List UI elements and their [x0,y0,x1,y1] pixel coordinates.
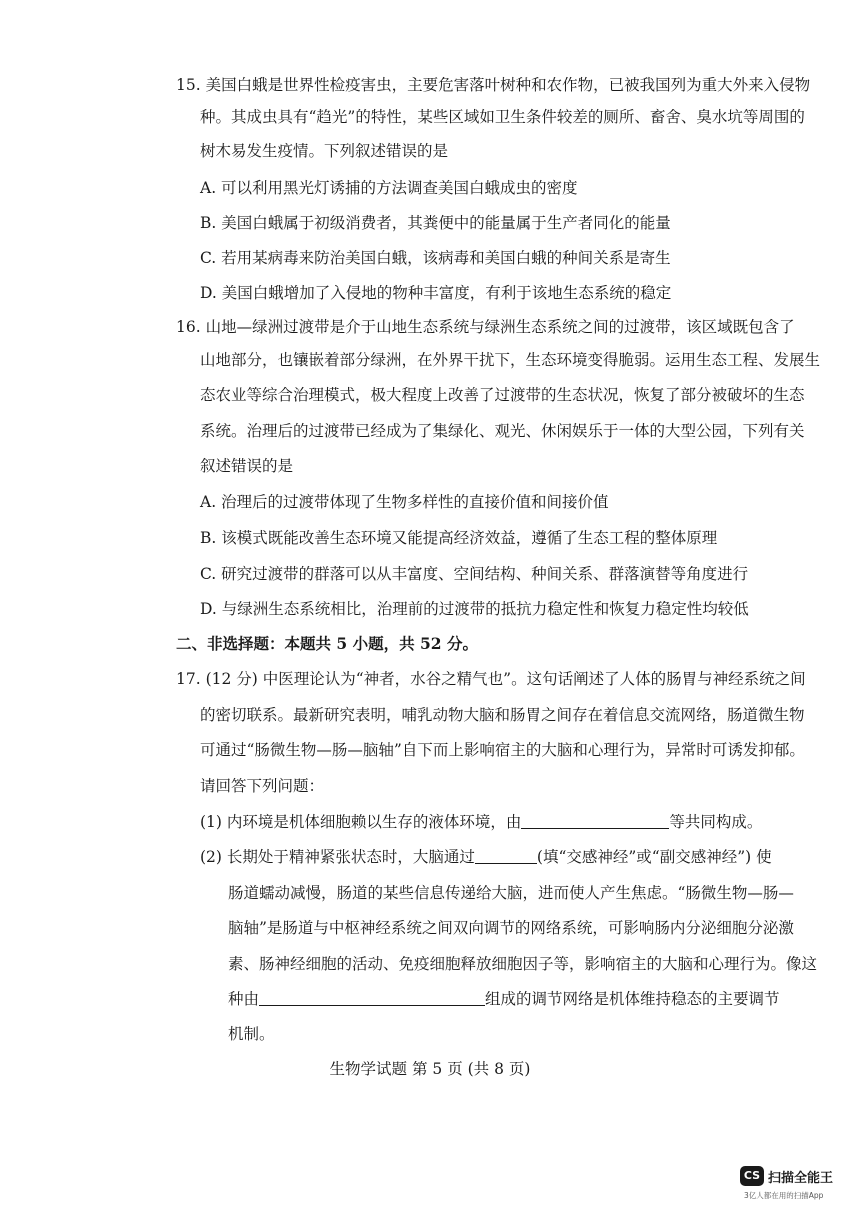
q17-part-2-line-1 [200,846,772,868]
q17-p1-text-after: 等共同构成。 [669,813,763,831]
q15-option-d: D. 美国白蛾增加了入侵地的物种丰富度，有利于该地生态系统的稳定 [200,284,672,302]
q17-part-2-line-5 [228,988,780,1010]
q17-line-2: 的密切联系。最新研究表明，哺乳动物大脑和肠胃之间存在着信息交流网络，肠道微生物 [200,706,805,724]
q16-option-b: B. 该模式既能改善生态环境又能提高经济效益，遵循了生态工程的整体原理 [200,529,718,547]
watermark-app-name: 扫描全能王 [768,1171,834,1186]
q16-line-1: 16. 山地—绿洲过渡带是介于山地生态系统与绿洲生态系统之间的过渡带，该区域既包含了 [176,318,795,336]
q17-p2-l5-before: 种由 [228,990,260,1008]
q16-line-5: 叙述错误的是 [200,457,294,475]
q16-line-3: 态农业等综合治理模式，极大程度上改善了过渡带的生态状况，恢复了部分被破坏的生态 [200,386,805,404]
page-footer: 生物学试题 第 5 页 (共 8 页) [329,1060,531,1078]
q17-p2-text-before: (2) 长期处于精神紧张状态时，大脑通过 [200,848,475,866]
q15-line-3: 树木易发生疫情。下列叙述错误的是 [200,142,449,160]
q17-line-1: 17. (12 分) 中医理论认为“神者，水谷之精气也”。这句话阐述了人体的肠胃与神经系统之间 [176,670,806,688]
watermark-tagline: 3亿人都在用的扫描App [744,1191,824,1200]
q15-option-c: C. 若用某病毒来防治美国白蛾，该病毒和美国白蛾的种间关系是寄生 [200,249,671,267]
answer-blank-3[interactable] [259,989,485,1006]
q16-option-c: C. 研究过渡带的群落可以从丰富度、空间结构、种间关系、群落演替等角度进行 [200,565,749,583]
q17-p1-text-before: (1) 内环境是机体细胞赖以生存的液体环境，由 [200,813,522,831]
q17-p2-text-after: (填“交感神经”或“副交感神经”) 使 [536,848,772,866]
q17-part-2-line-3: 脑轴”是肠道与中枢神经系统之间双向调节的网络系统，可影响肠内分泌细胞分泌激 [228,919,794,937]
q17-part-2-line-6: 机制。 [228,1025,275,1043]
section-heading: 二、非选择题：本题共 5 小题，共 52 分。 [176,634,478,653]
q16-line-4: 系统。治理后的过渡带已经成为了集绿化、观光、休闲娱乐于一体的大型公园，下列有关 [200,422,805,440]
answer-blank-1[interactable] [521,812,669,829]
q17-part-1 [200,811,762,833]
q16-line-2: 山地部分，也镶嵌着部分绿洲，在外界干扰下，生态环境变得脆弱。运用生态工程、发展生 [200,351,821,369]
q16-option-d: D. 与绿洲生态系统相比，治理前的过渡带的抵抗力稳定性和恢复力稳定性均较低 [200,600,749,618]
q17-part-2-line-4: 素、肠神经细胞的活动、免疫细胞释放细胞因子等，影响宿主的大脑和心理行为。像这 [228,955,818,973]
q16-option-a: A. 治理后的过渡带体现了生物多样性的直接价值和间接价值 [200,493,609,511]
scanner-watermark [740,1166,840,1206]
q17-p2-l5-after: 组成的调节网络是机体维持稳态的主要调节 [485,990,780,1008]
cs-logo-icon: CS [740,1166,764,1186]
q17-line-4: 请回答下列问题： [200,777,325,795]
q15-line-2: 种。其成虫具有“趋光”的特性，某些区域如卫生条件较差的厕所、畜舍、臭水坑等周围的 [200,108,805,126]
q15-option-a: A. 可以利用黑光灯诱捕的方法调查美国白蛾成虫的密度 [200,179,578,197]
q15-line-1: 15. 美国白蛾是世界性检疫害虫，主要危害落叶树种和农作物，已被我国列为重大外来入侵物 [176,76,811,94]
q17-line-3: 可通过“肠微生物—肠—脑轴”自下而上影响宿主的大脑和心理行为，异常时可诱发抑郁。 [200,741,805,759]
q15-option-b: B. 美国白蛾属于初级消费者，其粪便中的能量属于生产者同化的能量 [200,214,671,232]
q17-part-2-line-2: 肠道蠕动减慢，肠道的某些信息传递给大脑，进而使人产生焦虑。“肠微生物—肠— [228,884,794,902]
answer-blank-2[interactable] [475,847,537,864]
